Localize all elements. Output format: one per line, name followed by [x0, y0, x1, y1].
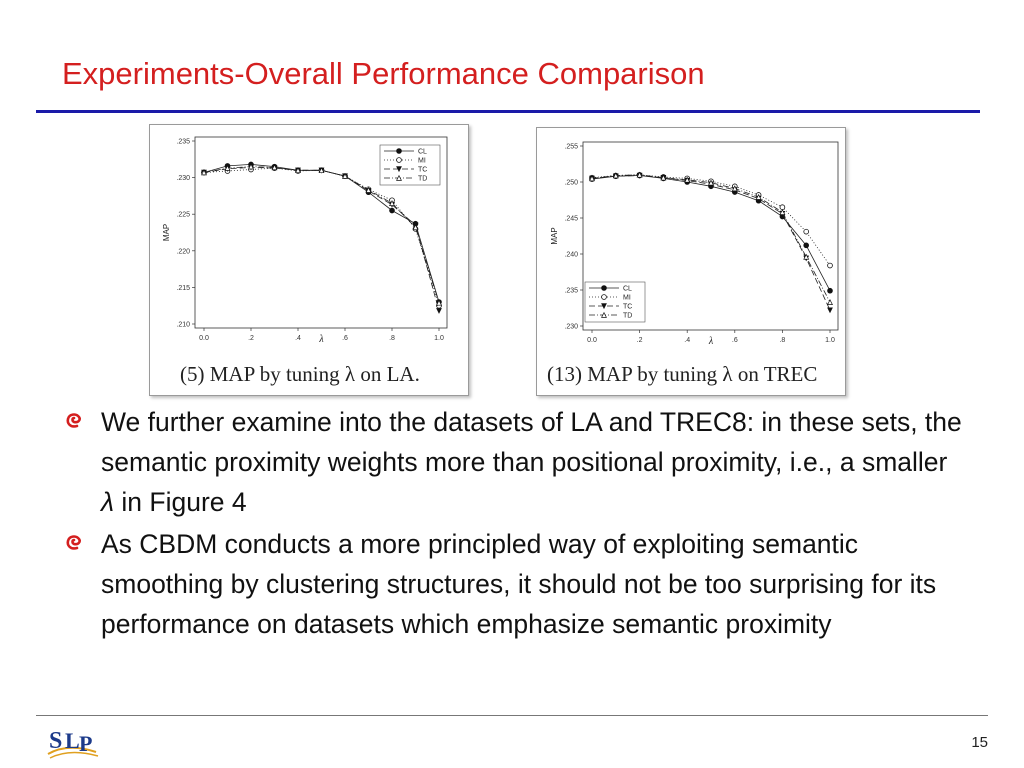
x-tick-label: .8	[779, 337, 786, 344]
y-tick-label: .240	[564, 251, 578, 259]
series-line-cl	[592, 176, 830, 291]
y-tick-label: .245	[564, 215, 578, 223]
legend-label: MI	[418, 157, 426, 165]
chart-trec	[537, 128, 845, 395]
y-tick-label: .210	[176, 321, 190, 329]
series-line-mi	[204, 168, 439, 306]
legend-label: CL	[623, 285, 632, 293]
x-tick-label: .2	[636, 337, 643, 344]
bullet-text: We further examine into the datasets of LA and TREC8: in these sets, the semantic proximity weights more than positional proximity, i.e., a smaller	[101, 407, 962, 477]
slide-title: Experiments-Overall Performance Comparison	[62, 56, 705, 91]
bullet-item	[64, 402, 964, 522]
series-line-td	[204, 167, 439, 303]
caption-trec: (13) MAP by tuning λ on TREC	[547, 362, 818, 386]
y-tick-label: .220	[176, 248, 190, 256]
y-tick-label: .230	[176, 175, 190, 183]
caption-la: (5) MAP by tuning λ on LA.	[180, 362, 420, 386]
x-tick-label: 1.0	[434, 335, 444, 342]
svg-text:P: P	[79, 731, 93, 756]
data-point-mi	[804, 229, 809, 234]
y-tick-label: .255	[564, 143, 578, 151]
bullet-list	[64, 402, 964, 646]
y-tick-label: .235	[176, 138, 190, 146]
data-point-cl	[804, 243, 809, 248]
svg-text:S: S	[49, 728, 63, 754]
data-point-cl	[828, 288, 833, 293]
y-tick-label: .235	[564, 287, 578, 295]
data-point-td	[828, 300, 833, 305]
svg-text:L: L	[65, 728, 80, 753]
y-tick-label: .215	[176, 284, 190, 292]
data-point-tc	[828, 308, 833, 313]
legend-marker-cl	[397, 149, 402, 154]
legend-marker-cl	[602, 286, 607, 291]
x-tick-label: .6	[731, 337, 738, 344]
legend-label: MI	[623, 294, 631, 302]
lambda-symbol: λ	[101, 487, 115, 517]
chart-la	[150, 125, 468, 395]
page-number: 15	[971, 734, 988, 751]
data-point-tc	[437, 308, 442, 313]
bullet-swirl-icon	[64, 533, 84, 553]
data-point-mi	[780, 205, 785, 210]
x-tick-label: .2	[248, 335, 254, 342]
x-tick-label: 1.0	[825, 337, 835, 344]
legend-label: CL	[418, 148, 427, 156]
bullet-text: in Figure 4	[114, 487, 247, 517]
bullet-text: As CBDM conducts a more principled way of exploiting semantic smoothing by clustering structures, it should not be too surprising for its performance on datasets which emphasize semantic proximity	[101, 529, 937, 639]
figure-trec	[536, 127, 846, 396]
y-tick-label: .230	[564, 323, 578, 331]
series-line-tc	[204, 167, 439, 310]
y-axis-label: MAP	[550, 227, 559, 245]
x-tick-label: .6	[342, 335, 348, 342]
bullet-item	[64, 524, 964, 644]
footer-divider	[36, 715, 988, 716]
data-point-mi	[828, 263, 833, 268]
y-axis-label: MAP	[162, 223, 171, 242]
legend-label: TD	[418, 175, 428, 183]
legend-marker-mi	[602, 295, 607, 300]
x-tick-label: .8	[389, 335, 395, 342]
legend-marker-mi	[397, 158, 402, 163]
y-tick-label: .250	[564, 179, 578, 187]
x-axis-label: λ	[319, 334, 324, 345]
title-underline	[36, 110, 980, 113]
bullet-swirl-icon	[64, 411, 84, 431]
slp-logo	[44, 724, 100, 760]
figure-la	[149, 124, 469, 396]
x-tick-label: 0.0	[199, 335, 209, 342]
x-tick-label: .4	[295, 335, 301, 342]
legend-label: TD	[623, 312, 633, 320]
legend-label: TC	[623, 303, 633, 311]
x-tick-label: .4	[684, 337, 691, 344]
x-axis-label: λ	[708, 336, 714, 347]
data-point-cl	[390, 208, 395, 213]
legend-label: TC	[418, 166, 428, 174]
y-tick-label: .225	[176, 211, 190, 219]
x-tick-label: 0.0	[587, 337, 597, 344]
